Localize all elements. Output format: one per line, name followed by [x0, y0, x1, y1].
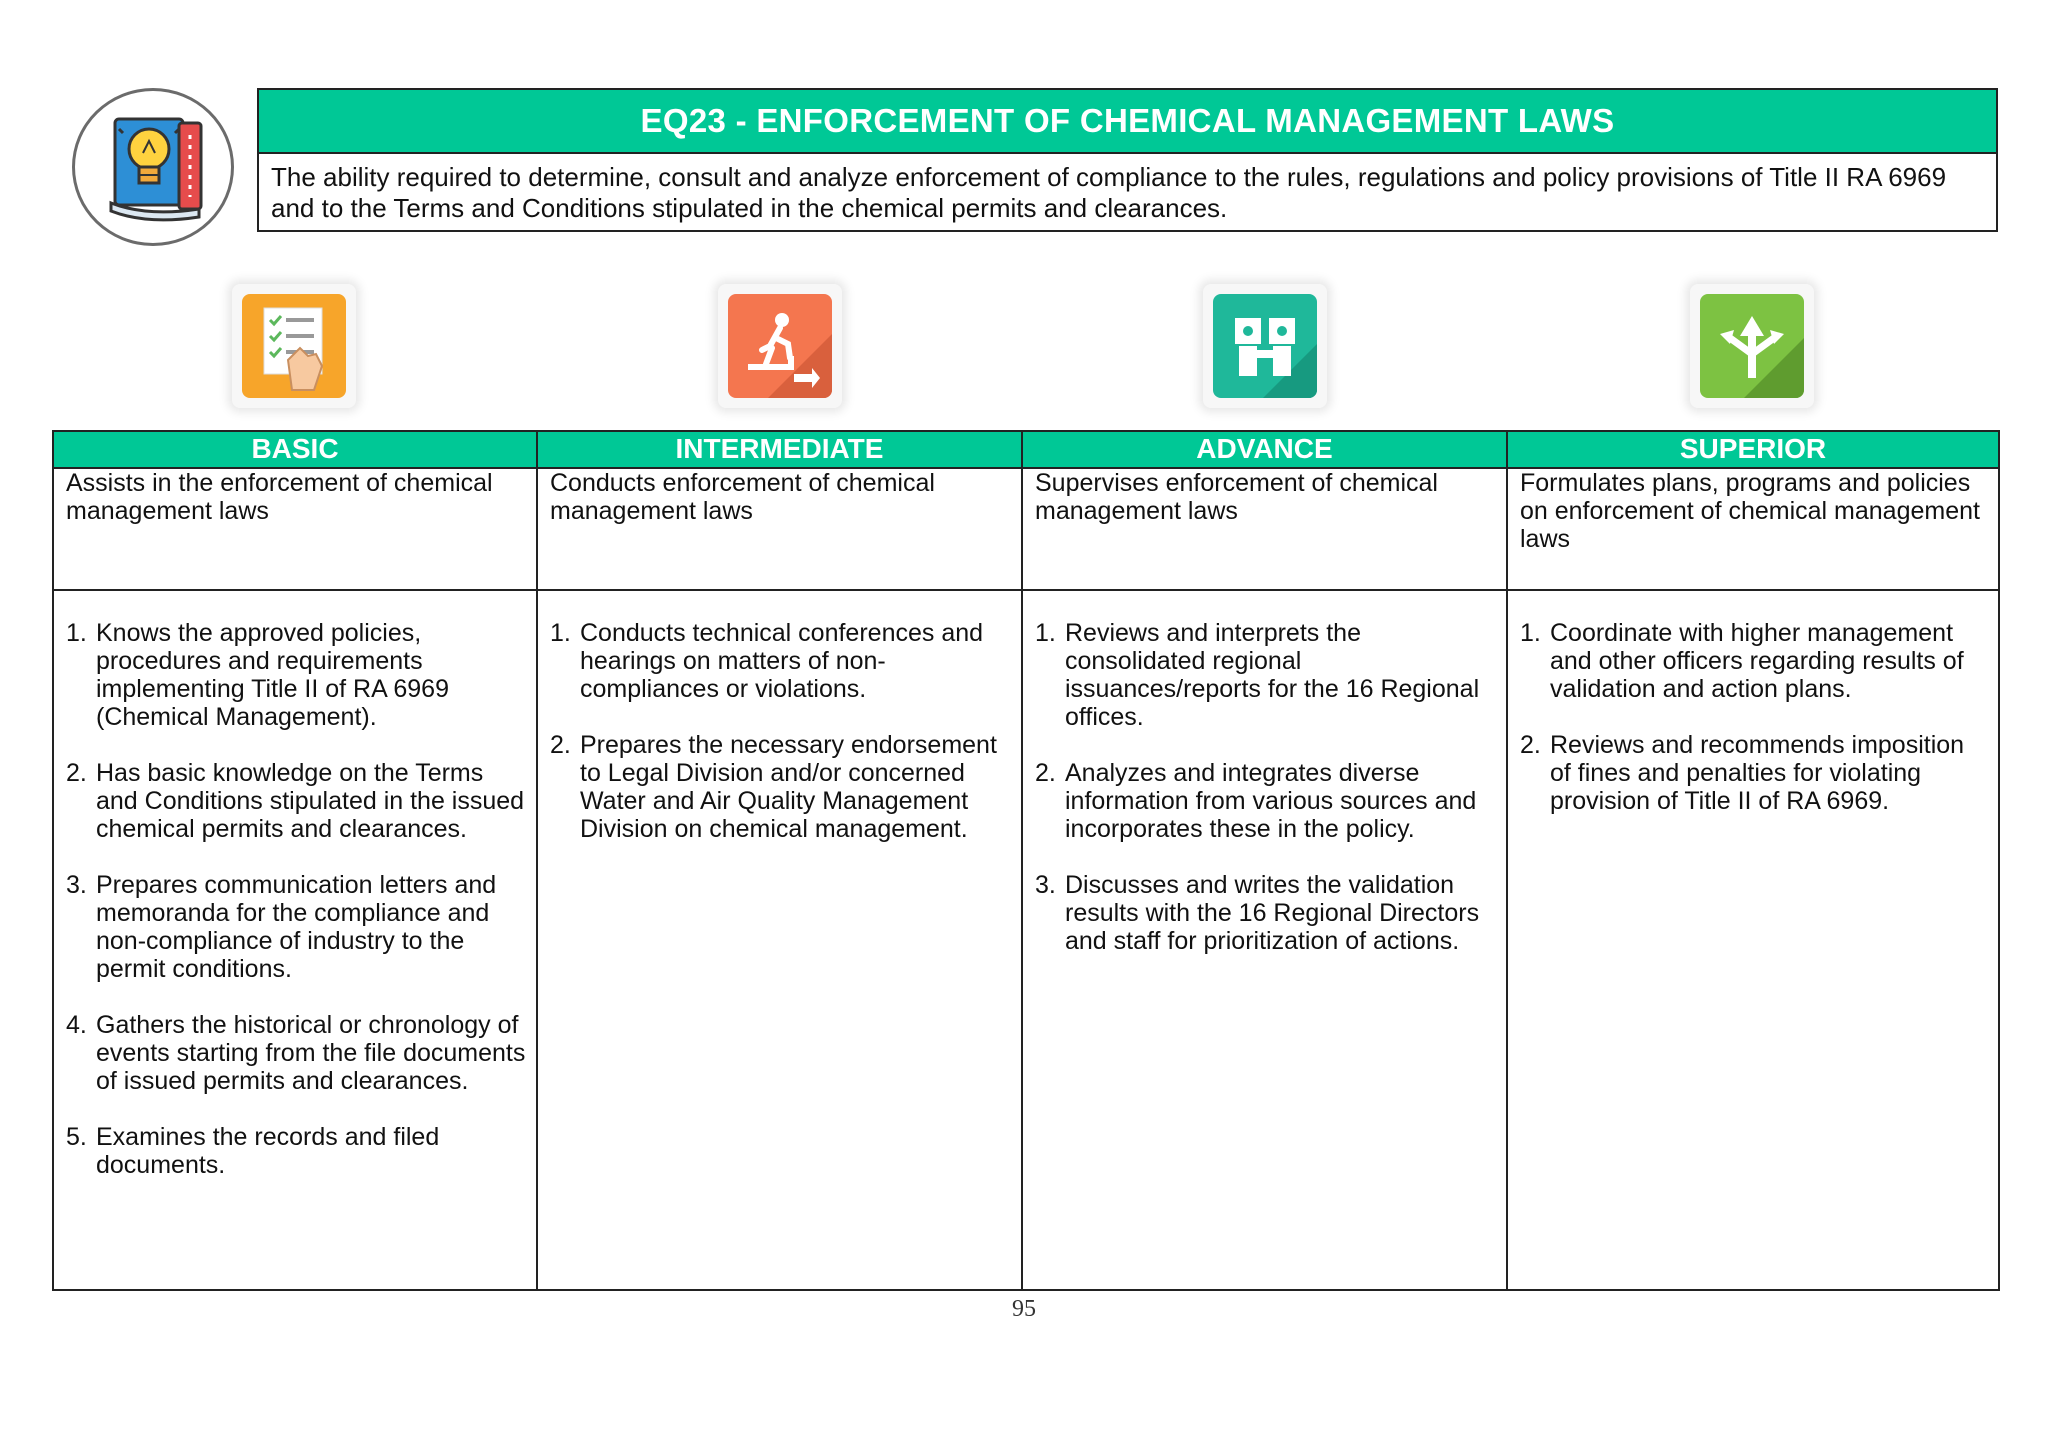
item-text: Prepares communication letters and memoranda for the compliance and non-compliance of industry to the permit conditions. — [96, 871, 497, 983]
level-items-advance — [1022, 590, 1507, 1290]
list-item — [1520, 619, 1988, 703]
competency-level-table — [52, 430, 2000, 1291]
item-number: 3. — [1035, 871, 1056, 899]
level-items-intermediate — [537, 590, 1022, 1290]
competency-description: The ability required to determine, consult and analyze enforcement of compliance to the rules, regulations and policy provisions of Title II RA 6969 and to the Terms and Conditions stipulated in the chemical permits and clearances. — [271, 162, 1947, 223]
level-summary-advance: Supervises enforcement of chemical management laws — [1022, 468, 1507, 590]
item-number: 2. — [1520, 731, 1541, 759]
competency-header — [257, 88, 1998, 232]
item-number: 5. — [66, 1123, 87, 1151]
item-number: 2. — [1035, 759, 1056, 787]
indicator-list — [66, 619, 526, 1179]
item-text: Gathers the historical or chronology of events starting from the file documents of issued permits and clearances. — [96, 1011, 526, 1095]
level-header-row — [53, 431, 1999, 468]
direction-arrows-icon — [1690, 284, 1814, 408]
item-text: Has basic knowledge on the Terms and Conditions stipulated in the issued chemical permits and clearances. — [96, 759, 525, 843]
list-item — [550, 731, 1011, 843]
team-puzzle-icon — [1203, 284, 1327, 408]
item-number: 1. — [550, 619, 571, 647]
indicator-list — [1520, 619, 1988, 815]
checklist-hand-icon — [232, 284, 356, 408]
item-number: 3. — [66, 871, 87, 899]
list-item — [66, 1011, 526, 1095]
level-summary-row — [53, 468, 1999, 590]
level-header-advance: ADVANCE — [1022, 431, 1507, 468]
item-text: Conducts technical conferences and hearings on matters of non-compliances or violations. — [580, 619, 984, 703]
level-items-superior — [1507, 590, 1999, 1290]
item-number: 1. — [66, 619, 87, 647]
list-item — [66, 871, 526, 983]
item-text: Prepares the necessary endorsement to Legal Division and/or concerned Water and Air Quality Management Division on chemical management. — [580, 731, 997, 843]
item-number: 1. — [1520, 619, 1541, 647]
item-text: Reviews and recommends imposition of fines and penalties for violating provision of Title II of RA 6969. — [1550, 731, 1965, 815]
item-text: Discusses and writes the validation results with the 16 Regional Directors and staff for prioritization of actions. — [1065, 871, 1480, 955]
list-item — [66, 619, 526, 731]
item-text: Knows the approved policies, procedures and requirements implementing Title II of RA 6969 (Chemical Management). — [96, 619, 449, 731]
indicator-list — [550, 619, 1011, 843]
level-header-intermediate: INTERMEDIATE — [537, 431, 1022, 468]
item-text: Reviews and interprets the consolidated regional issuances/reports for the 16 Regional offices. — [1065, 619, 1480, 731]
list-item — [550, 619, 1011, 703]
item-number: 1. — [1035, 619, 1056, 647]
level-header-superior: SUPERIOR — [1507, 431, 1999, 468]
indicator-list — [1035, 619, 1496, 955]
item-text: Coordinate with higher management and other officers regarding results of validation and action plans. — [1550, 619, 1964, 703]
level-header-basic: BASIC — [53, 431, 537, 468]
item-number: 2. — [66, 759, 87, 787]
level-summary-intermediate: Conducts enforcement of chemical management laws — [537, 468, 1022, 590]
list-item — [1035, 759, 1496, 843]
level-summary-superior: Formulates plans, programs and policies on enforcement of chemical management laws — [1507, 468, 1999, 590]
item-number: 2. — [550, 731, 571, 759]
item-text: Analyzes and integrates diverse information from various sources and incorporates these in the policy. — [1065, 759, 1477, 843]
list-item — [1035, 619, 1496, 731]
page-number: 95 — [1012, 1296, 1036, 1322]
competency-title: EQ23 - ENFORCEMENT OF CHEMICAL MANAGEMENT LAWS — [259, 90, 1996, 154]
list-item — [1520, 731, 1988, 815]
level-items-basic — [53, 590, 537, 1290]
climbing-stairs-icon — [718, 284, 842, 408]
level-items-row — [53, 590, 1999, 1290]
list-item — [66, 1123, 526, 1179]
item-text: Examines the records and filed documents. — [96, 1123, 440, 1179]
list-item — [66, 759, 526, 843]
book-lightbulb-icon — [72, 88, 234, 246]
list-item — [1035, 871, 1496, 955]
level-summary-basic: Assists in the enforcement of chemical management laws — [53, 468, 537, 590]
item-number: 4. — [66, 1011, 87, 1039]
